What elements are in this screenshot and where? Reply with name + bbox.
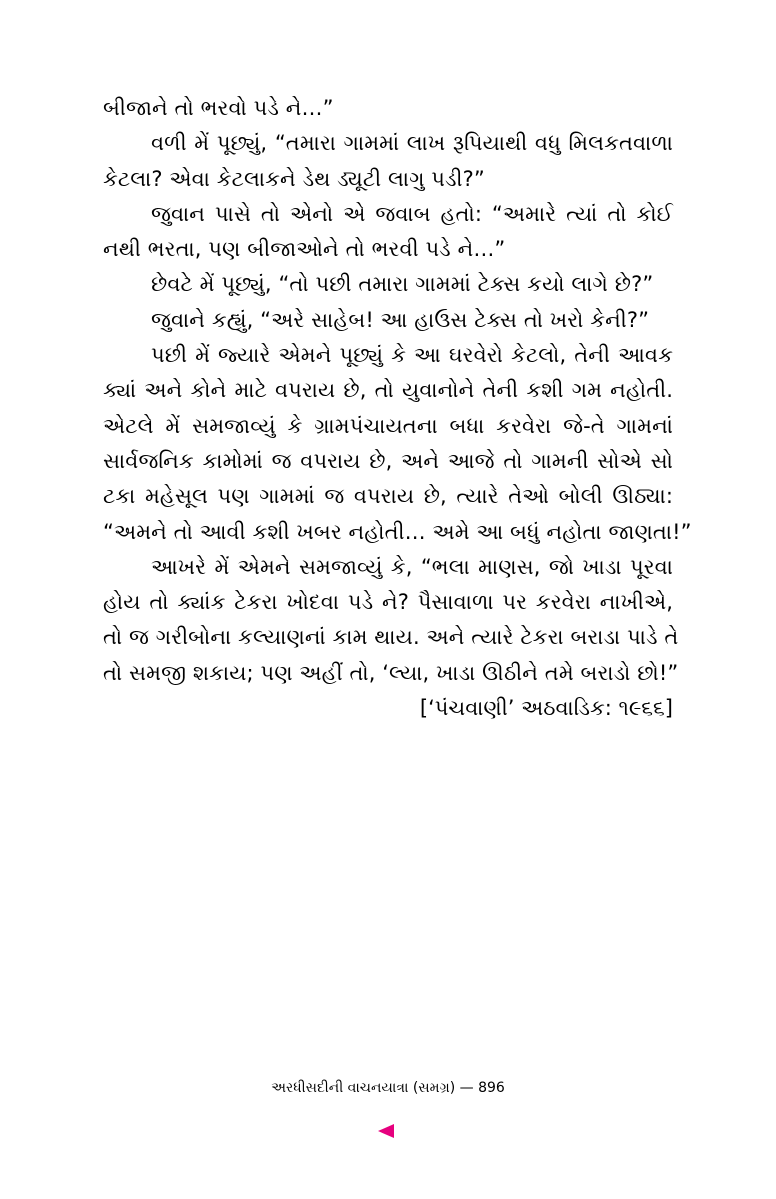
text-line: વળી મેં પૂછ્યું, “તમારા ગામમાં લાખ રૂપિયાથી વધુ મિલકતવાળા <box>151 131 673 156</box>
text-line: આખરે મેં એમને સમજાવ્યું કે, “ભલા માણસ, જો ખાડા પૂરવા <box>151 554 673 579</box>
text-line: સાર્વજનિક કામોમાં જ વપરાય છે, અને આજે તો ગામની સોએ સો <box>103 448 673 473</box>
text-line: કેટલા? એવા કેટલાકને ડેથ ડ્યૂટી લાગુ પડી?” <box>103 166 485 191</box>
text-line: એટલે મેં સમજાવ્યું કે ગ્રામપંચાયતના બધા કરવેરા જે-તે ગામનાં <box>103 413 673 438</box>
page-footer: અરધીસદીની વાચનયાત્રા (સમગ્ર) — 896 <box>271 1080 505 1096</box>
text-line: ટકા મહેસૂલ પણ ગામમાં જ વપરાય છે, ત્યારે તેઓ બોલી ઊઠ્યા: <box>103 484 673 509</box>
citation: [‘પંચવાણી’ અઠવાડિક: ૧૯૬૬] <box>419 696 673 721</box>
text-line: હોય તો ક્યાંક ટેકરા ખોદવા પડે ને? પૈસાવાળા પર કરવેરા નાખીએ, <box>103 590 673 615</box>
text-line: પછી મેં જ્યારે એમને પૂછ્યું કે આ ઘરવેરો કેટલો, તેની આવક <box>151 343 673 368</box>
text-line: છેવટે મેં પૂછ્યું, “તો પછી તમારા ગામમાં ટેક્સ કયો લાગે છે?” <box>151 272 654 297</box>
previous-page-arrow-icon[interactable] <box>378 1124 394 1138</box>
text-line: નથી ભરતા, પણ બીજાઓને તો ભરવી પડે ને…” <box>103 237 506 262</box>
text-line: “અમને તો આવી કશી ખબર નહોતી… અમે આ બધું નહોતા જાણતા!” <box>103 519 692 544</box>
text-line: બીજાને તો ભરવો પડે ને…” <box>103 96 334 120</box>
text-line: જુવાન પાસે તો એનો એ જવાબ હતો: “અમારે ત્યાં તો કોઈ <box>151 201 673 226</box>
text-line: તો જ ગરીબોના કલ્યાણનાં કામ થાય. અને ત્યારે ટેકરા બરાડા પાડે તે <box>103 625 679 650</box>
text-line: જુવાને કહ્યું, “અરે સાહેબ! આ હાઉસ ટેક્સ તો ખરો કેની?” <box>151 307 650 332</box>
text-line: તો સમજી શકાય; પણ અહીં તો, ‘લ્યા, ખાડા ઊઠીને તમે બરાડો છો!” <box>103 660 679 685</box>
page-body <box>103 96 692 721</box>
text-line: ક્યાં અને કોને માટે વપરાય છે, તો યુવાનોને તેની કશી ગમ નહોતી. <box>103 378 673 403</box>
